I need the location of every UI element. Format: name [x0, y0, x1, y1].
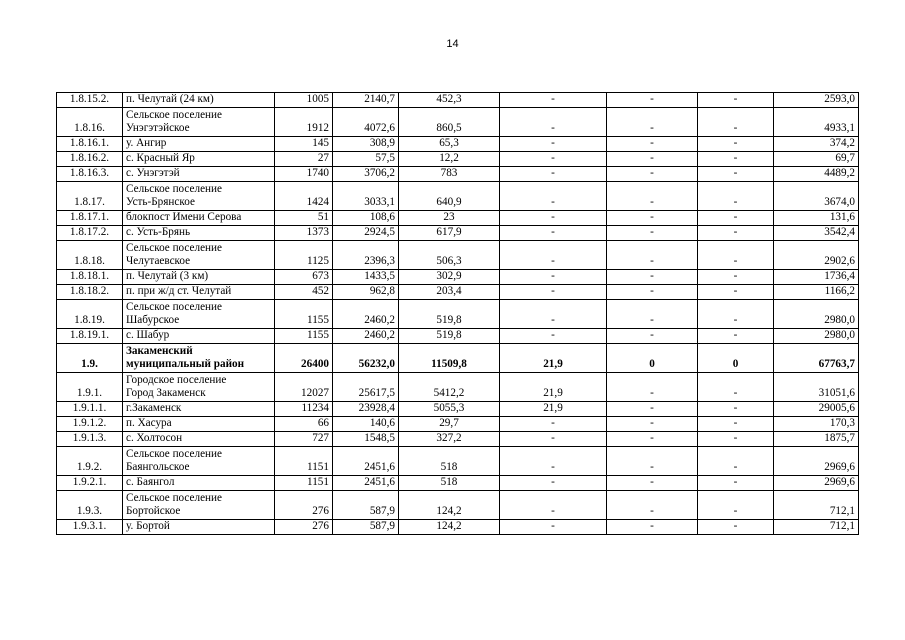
row-code-cell: 1.9.1. — [57, 373, 123, 402]
value-cell-5: - — [607, 182, 698, 211]
value-cell-6: - — [698, 152, 774, 167]
row-name-line: Сельское поселение — [126, 242, 222, 254]
total-cell: 69,7 — [774, 152, 859, 167]
total-cell: 712,1 — [774, 520, 859, 535]
value-cell-6: - — [698, 226, 774, 241]
value-cell-5: - — [607, 373, 698, 402]
table-row — [57, 402, 859, 417]
row-name-line: муниципальный район — [126, 358, 245, 370]
data-table — [56, 92, 859, 535]
value-cell-3: 65,3 — [399, 137, 500, 152]
value-cell-1: 66 — [275, 417, 333, 432]
value-cell-3: 519,8 — [399, 329, 500, 344]
value-cell-2: 1433,5 — [333, 270, 399, 285]
total-cell: 3542,4 — [774, 226, 859, 241]
total-cell: 2980,0 — [774, 300, 859, 329]
row-name-cell — [123, 137, 275, 152]
value-cell-5: - — [607, 167, 698, 182]
row-code-cell: 1.8.17.1. — [57, 211, 123, 226]
value-cell-5: - — [607, 402, 698, 417]
total-cell: 712,1 — [774, 491, 859, 520]
value-cell-5: - — [607, 152, 698, 167]
value-cell-1: 27 — [275, 152, 333, 167]
row-name-cell — [123, 108, 275, 137]
value-cell-6: - — [698, 167, 774, 182]
value-cell-6: - — [698, 491, 774, 520]
value-cell-5: - — [607, 447, 698, 476]
row-name-line: п. Челутай (24 км) — [126, 93, 214, 105]
value-cell-1: 1151 — [275, 447, 333, 476]
row-name-line: Сельское поселение — [126, 448, 222, 460]
row-name-line: Сельское поселение — [126, 492, 222, 504]
row-name-line: Усть-Брянское — [126, 196, 195, 208]
value-cell-4: - — [500, 432, 607, 447]
value-cell-1: 1155 — [275, 329, 333, 344]
value-cell-4: - — [500, 476, 607, 491]
value-cell-5: - — [607, 476, 698, 491]
row-name-cell — [123, 476, 275, 491]
row-name-line: с. Красный Яр — [126, 152, 195, 164]
value-cell-4: 21,9 — [500, 344, 607, 373]
value-cell-5: - — [607, 108, 698, 137]
row-name-line: с. Усть-Брянь — [126, 226, 191, 238]
row-name-cell — [123, 417, 275, 432]
table-row — [57, 226, 859, 241]
row-code-cell: 1.8.16. — [57, 108, 123, 137]
total-cell: 4489,2 — [774, 167, 859, 182]
row-code-cell: 1.9.1.1. — [57, 402, 123, 417]
value-cell-6: 0 — [698, 344, 774, 373]
row-name-cell — [123, 447, 275, 476]
table-row — [57, 520, 859, 535]
row-name-cell — [123, 520, 275, 535]
row-code-cell: 1.8.19.1. — [57, 329, 123, 344]
table-row — [57, 491, 859, 520]
row-name-cell — [123, 241, 275, 270]
total-cell: 170,3 — [774, 417, 859, 432]
value-cell-4: - — [500, 182, 607, 211]
row-code-cell: 1.8.18. — [57, 241, 123, 270]
table-row — [57, 285, 859, 300]
value-cell-6: - — [698, 137, 774, 152]
table-row — [57, 93, 859, 108]
value-cell-3: 11509,8 — [399, 344, 500, 373]
value-cell-6: - — [698, 300, 774, 329]
value-cell-2: 962,8 — [333, 285, 399, 300]
value-cell-5: - — [607, 329, 698, 344]
value-cell-2: 23928,4 — [333, 402, 399, 417]
total-cell: 2902,6 — [774, 241, 859, 270]
table-row — [57, 329, 859, 344]
total-cell: 2980,0 — [774, 329, 859, 344]
row-name-line: г.Закаменск — [126, 402, 182, 414]
value-cell-5: - — [607, 226, 698, 241]
row-code-cell: 1.9. — [57, 344, 123, 373]
value-cell-5: - — [607, 520, 698, 535]
value-cell-1: 11234 — [275, 402, 333, 417]
table-body — [57, 93, 859, 535]
row-name-line: п. Челутай (3 км) — [126, 270, 209, 282]
value-cell-5: - — [607, 241, 698, 270]
table-row — [57, 211, 859, 226]
value-cell-1: 1424 — [275, 182, 333, 211]
row-name-line: п. при ж/д ст. Челутай — [126, 285, 232, 297]
value-cell-4: - — [500, 270, 607, 285]
value-cell-6: - — [698, 241, 774, 270]
value-cell-3: 518 — [399, 476, 500, 491]
value-cell-6: - — [698, 520, 774, 535]
value-cell-5: - — [607, 211, 698, 226]
value-cell-4: 21,9 — [500, 373, 607, 402]
value-cell-3: 5412,2 — [399, 373, 500, 402]
value-cell-3: 203,4 — [399, 285, 500, 300]
value-cell-3: 124,2 — [399, 520, 500, 535]
value-cell-3: 12,2 — [399, 152, 500, 167]
row-code-cell: 1.8.16.2. — [57, 152, 123, 167]
value-cell-1: 673 — [275, 270, 333, 285]
value-cell-5: - — [607, 137, 698, 152]
value-cell-4: - — [500, 152, 607, 167]
row-name-cell — [123, 329, 275, 344]
value-cell-1: 1125 — [275, 241, 333, 270]
value-cell-1: 276 — [275, 520, 333, 535]
value-cell-6: - — [698, 270, 774, 285]
row-name-cell — [123, 211, 275, 226]
value-cell-2: 2460,2 — [333, 329, 399, 344]
value-cell-2: 57,5 — [333, 152, 399, 167]
row-name-cell — [123, 491, 275, 520]
value-cell-1: 1155 — [275, 300, 333, 329]
value-cell-2: 3706,2 — [333, 167, 399, 182]
row-code-cell: 1.8.16.1. — [57, 137, 123, 152]
total-cell: 374,2 — [774, 137, 859, 152]
table-row — [57, 432, 859, 447]
value-cell-3: 5055,3 — [399, 402, 500, 417]
row-name-cell — [123, 402, 275, 417]
value-cell-5: 0 — [607, 344, 698, 373]
total-cell: 1166,2 — [774, 285, 859, 300]
value-cell-4: - — [500, 167, 607, 182]
row-code-cell: 1.8.17.2. — [57, 226, 123, 241]
row-name-line: Городское поселение — [126, 374, 227, 386]
value-cell-1: 1005 — [275, 93, 333, 108]
row-name-line: Челутаевское — [126, 255, 191, 267]
value-cell-2: 56232,0 — [333, 344, 399, 373]
value-cell-4: - — [500, 300, 607, 329]
value-cell-3: 783 — [399, 167, 500, 182]
value-cell-2: 4072,6 — [333, 108, 399, 137]
row-name-line: блокпост Имени Серова — [126, 211, 242, 223]
table-row — [57, 373, 859, 402]
row-name-cell — [123, 226, 275, 241]
value-cell-6: - — [698, 447, 774, 476]
row-name-cell — [123, 373, 275, 402]
value-cell-2: 1548,5 — [333, 432, 399, 447]
row-code-cell: 1.8.19. — [57, 300, 123, 329]
value-cell-4: - — [500, 520, 607, 535]
table-row — [57, 137, 859, 152]
row-code-cell: 1.9.1.2. — [57, 417, 123, 432]
total-cell: 3674,0 — [774, 182, 859, 211]
value-cell-6: - — [698, 432, 774, 447]
value-cell-2: 587,9 — [333, 491, 399, 520]
value-cell-6: - — [698, 182, 774, 211]
value-cell-4: - — [500, 211, 607, 226]
value-cell-1: 452 — [275, 285, 333, 300]
value-cell-2: 108,6 — [333, 211, 399, 226]
value-cell-1: 727 — [275, 432, 333, 447]
table-row — [57, 344, 859, 373]
value-cell-3: 519,8 — [399, 300, 500, 329]
table-row — [57, 300, 859, 329]
row-name-cell — [123, 285, 275, 300]
row-code-cell: 1.8.18.2. — [57, 285, 123, 300]
table-row — [57, 152, 859, 167]
value-cell-1: 12027 — [275, 373, 333, 402]
value-cell-6: - — [698, 417, 774, 432]
value-cell-4: - — [500, 447, 607, 476]
value-cell-2: 2396,3 — [333, 241, 399, 270]
table-row — [57, 476, 859, 491]
value-cell-3: 452,3 — [399, 93, 500, 108]
value-cell-4: - — [500, 285, 607, 300]
value-cell-3: 860,5 — [399, 108, 500, 137]
row-name-line: с. Баянгол — [126, 476, 175, 488]
value-cell-2: 3033,1 — [333, 182, 399, 211]
total-cell: 2593,0 — [774, 93, 859, 108]
row-code-cell: 1.8.15.2. — [57, 93, 123, 108]
table-row — [57, 182, 859, 211]
value-cell-2: 587,9 — [333, 520, 399, 535]
row-name-cell — [123, 93, 275, 108]
total-cell: 31051,6 — [774, 373, 859, 402]
value-cell-1: 276 — [275, 491, 333, 520]
page-number: 14 — [446, 38, 459, 50]
row-name-cell — [123, 270, 275, 285]
value-cell-3: 124,2 — [399, 491, 500, 520]
total-cell: 2969,6 — [774, 476, 859, 491]
value-cell-2: 2140,7 — [333, 93, 399, 108]
value-cell-2: 2924,5 — [333, 226, 399, 241]
value-cell-3: 29,7 — [399, 417, 500, 432]
table-row — [57, 447, 859, 476]
row-code-cell: 1.9.3.1. — [57, 520, 123, 535]
value-cell-3: 518 — [399, 447, 500, 476]
value-cell-1: 145 — [275, 137, 333, 152]
value-cell-4: - — [500, 491, 607, 520]
row-name-line: Закаменский — [126, 345, 193, 357]
row-code-cell: 1.8.18.1. — [57, 270, 123, 285]
value-cell-6: - — [698, 93, 774, 108]
value-cell-4: - — [500, 93, 607, 108]
row-name-line: Шабурское — [126, 314, 180, 326]
value-cell-4: - — [500, 329, 607, 344]
row-code-cell: 1.8.17. — [57, 182, 123, 211]
value-cell-2: 2451,6 — [333, 447, 399, 476]
total-cell: 1736,4 — [774, 270, 859, 285]
total-cell: 29005,6 — [774, 402, 859, 417]
value-cell-5: - — [607, 300, 698, 329]
value-cell-6: - — [698, 108, 774, 137]
value-cell-4: 21,9 — [500, 402, 607, 417]
table-row — [57, 270, 859, 285]
row-name-cell — [123, 152, 275, 167]
value-cell-4: - — [500, 226, 607, 241]
value-cell-1: 1912 — [275, 108, 333, 137]
row-name-line: п. Хасура — [126, 417, 172, 429]
value-cell-2: 2451,6 — [333, 476, 399, 491]
value-cell-5: - — [607, 432, 698, 447]
value-cell-3: 506,3 — [399, 241, 500, 270]
value-cell-2: 140,6 — [333, 417, 399, 432]
row-name-cell — [123, 300, 275, 329]
row-code-cell: 1.9.2. — [57, 447, 123, 476]
value-cell-5: - — [607, 491, 698, 520]
value-cell-5: - — [607, 417, 698, 432]
value-cell-1: 1151 — [275, 476, 333, 491]
row-name-line: Бортойское — [126, 505, 181, 517]
value-cell-1: 51 — [275, 211, 333, 226]
row-name-line: с. Шабур — [126, 329, 170, 341]
value-cell-6: - — [698, 476, 774, 491]
value-cell-4: - — [500, 108, 607, 137]
value-cell-6: - — [698, 373, 774, 402]
total-cell: 4933,1 — [774, 108, 859, 137]
value-cell-3: 640,9 — [399, 182, 500, 211]
total-cell: 1875,7 — [774, 432, 859, 447]
row-name-line: Сельское поселение — [126, 109, 222, 121]
table-row — [57, 167, 859, 182]
table-row — [57, 108, 859, 137]
row-name-cell — [123, 167, 275, 182]
total-cell: 67763,7 — [774, 344, 859, 373]
value-cell-3: 617,9 — [399, 226, 500, 241]
value-cell-4: - — [500, 241, 607, 270]
row-name-line: Сельское поселение — [126, 183, 222, 195]
value-cell-5: - — [607, 93, 698, 108]
value-cell-3: 327,2 — [399, 432, 500, 447]
value-cell-6: - — [698, 402, 774, 417]
value-cell-5: - — [607, 285, 698, 300]
value-cell-6: - — [698, 211, 774, 226]
row-code-cell: 1.9.3. — [57, 491, 123, 520]
value-cell-3: 302,9 — [399, 270, 500, 285]
row-name-line: с. Унэгэтэй — [126, 167, 180, 179]
value-cell-4: - — [500, 137, 607, 152]
row-code-cell: 1.9.2.1. — [57, 476, 123, 491]
row-code-cell: 1.8.16.3. — [57, 167, 123, 182]
row-name-line: у. Ангир — [126, 137, 167, 149]
value-cell-1: 26400 — [275, 344, 333, 373]
row-name-cell — [123, 344, 275, 373]
row-name-line: Унэгэтэйское — [126, 122, 190, 134]
row-code-cell: 1.9.1.3. — [57, 432, 123, 447]
row-name-cell — [123, 432, 275, 447]
table-row — [57, 417, 859, 432]
value-cell-3: 23 — [399, 211, 500, 226]
row-name-line: Город Закаменск — [126, 387, 206, 399]
table-row — [57, 241, 859, 270]
row-name-cell — [123, 182, 275, 211]
value-cell-5: - — [607, 270, 698, 285]
value-cell-4: - — [500, 417, 607, 432]
value-cell-6: - — [698, 285, 774, 300]
row-name-line: с. Холтосон — [126, 432, 183, 444]
value-cell-2: 2460,2 — [333, 300, 399, 329]
row-name-line: Сельское поселение — [126, 301, 222, 313]
value-cell-1: 1740 — [275, 167, 333, 182]
value-cell-6: - — [698, 329, 774, 344]
row-name-line: Баянгольское — [126, 461, 190, 473]
value-cell-2: 308,9 — [333, 137, 399, 152]
value-cell-2: 25617,5 — [333, 373, 399, 402]
total-cell: 131,6 — [774, 211, 859, 226]
value-cell-1: 1373 — [275, 226, 333, 241]
total-cell: 2969,6 — [774, 447, 859, 476]
row-name-line: у. Бортой — [126, 520, 170, 532]
